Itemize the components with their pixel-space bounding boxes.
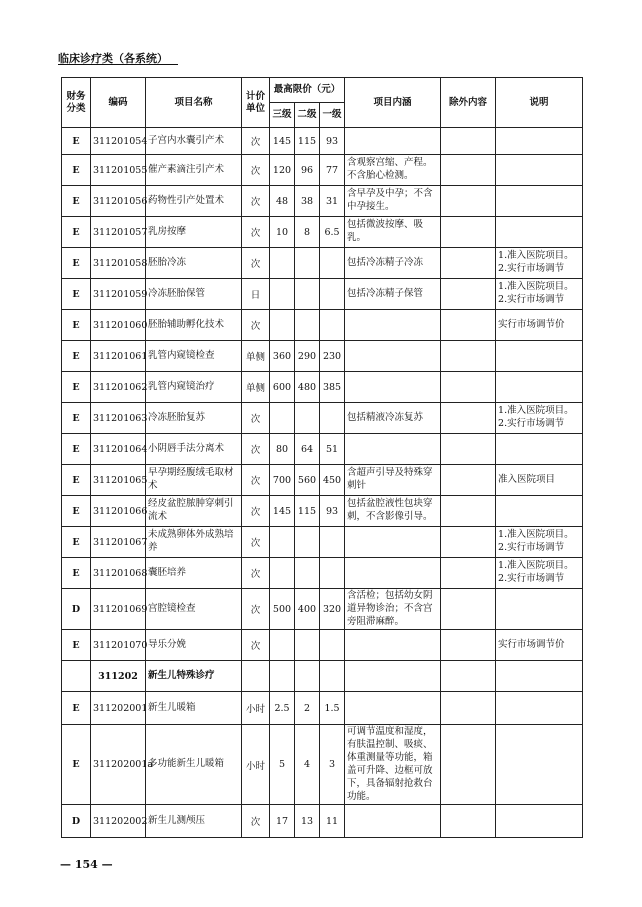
- cell-category: E: [62, 465, 91, 496]
- cell-price-level3: [270, 279, 295, 310]
- cell-p1: [320, 661, 345, 692]
- table-row: [62, 341, 583, 372]
- cell-exclusions: [441, 692, 496, 725]
- cell-price-level3: [270, 630, 295, 661]
- cell-price-level3: 80: [270, 434, 295, 465]
- cell-price-level3: 145: [270, 128, 295, 155]
- col-header-level3: 三级: [270, 103, 295, 128]
- cell-notes: [496, 692, 583, 725]
- cell-notes: [496, 155, 583, 186]
- col-header-unit: 计价单位: [242, 78, 270, 128]
- cell-price-level2: 96: [295, 155, 320, 186]
- table-row: [62, 527, 583, 558]
- cell-content: [345, 372, 441, 403]
- cell-price-level1: 385: [320, 372, 345, 403]
- cell-unit: 次: [242, 527, 270, 558]
- cell-exclusions: [441, 465, 496, 496]
- cell-notes: [496, 805, 583, 838]
- cell-exclusions: [441, 403, 496, 434]
- cell-price-level1: 230: [320, 341, 345, 372]
- cell-name: 乳管内窥镜检查: [146, 341, 242, 372]
- cell-category: E: [62, 403, 91, 434]
- cell-content: [345, 310, 441, 341]
- col-header-content: 项目内涵: [345, 78, 441, 128]
- cell-unit: 次: [242, 465, 270, 496]
- cell-content: [345, 805, 441, 838]
- cell-category: E: [62, 496, 91, 527]
- cell-price-level1: 3: [320, 725, 345, 805]
- cell-name: 未成熟卵体外成熟培养: [146, 527, 242, 558]
- cell-unit: 日: [242, 279, 270, 310]
- cell-price-level1: 320: [320, 589, 345, 630]
- cell-content: [345, 630, 441, 661]
- cell-code: 311201068: [91, 558, 146, 589]
- cell-price-level2: 480: [295, 372, 320, 403]
- cell-exclusions: [441, 527, 496, 558]
- cell-unit: 次: [242, 589, 270, 630]
- cell-content: 包括盆腔液性包块穿刺，不含影像引导。: [345, 496, 441, 527]
- cell-price-level3: 360: [270, 341, 295, 372]
- cell-price-level2: 2: [295, 692, 320, 725]
- cell-name: 冷冻胚胎复苏: [146, 403, 242, 434]
- cell-notes: 1.准入医院项目。 2.实行市场调节: [496, 527, 583, 558]
- cell-exclusions: [441, 310, 496, 341]
- table-row: [62, 248, 583, 279]
- cell-name: 乳管内窥镜治疗: [146, 372, 242, 403]
- cell-price-level2: 13: [295, 805, 320, 838]
- table-row: [62, 589, 583, 630]
- cell-unit: 小时: [242, 725, 270, 805]
- cell-category: E: [62, 725, 91, 805]
- cell-price-level3: [270, 403, 295, 434]
- cell-price-level2: [295, 403, 320, 434]
- cell-price-level1: 1.5: [320, 692, 345, 725]
- cell-price-level2: [295, 279, 320, 310]
- cell-category: D: [62, 589, 91, 630]
- cell-code: 311201070: [91, 630, 146, 661]
- cell-name: 催产素滴注引产术: [146, 155, 242, 186]
- col-header-name: 项目名称: [146, 78, 242, 128]
- cell-name: 子宫内水囊引产术: [146, 128, 242, 155]
- cell-category: E: [62, 248, 91, 279]
- cell-content: [345, 434, 441, 465]
- cell-code: 311201058: [91, 248, 146, 279]
- cell-content: 含超声引导及特殊穿刺针: [345, 465, 441, 496]
- header-underline: [58, 64, 178, 65]
- cell-code: 311202: [91, 661, 146, 692]
- cell-notes: [496, 341, 583, 372]
- price-table: [61, 77, 583, 838]
- cell-price-level2: 4: [295, 725, 320, 805]
- cell-exclusions: [441, 372, 496, 403]
- cell-price-level1: [320, 630, 345, 661]
- cell-price-level3: 10: [270, 217, 295, 248]
- cell-category: E: [62, 372, 91, 403]
- cell-category: E: [62, 692, 91, 725]
- cell-unit: 次: [242, 248, 270, 279]
- cell-category: E: [62, 310, 91, 341]
- cell-unit: 单侧: [242, 341, 270, 372]
- cell-category: E: [62, 558, 91, 589]
- cell-content: 包括冷冻精子冷冻: [345, 248, 441, 279]
- cell-category: D: [62, 805, 91, 838]
- cell-name: 新生儿特殊诊疗: [146, 661, 242, 692]
- col-header-level1: 一级: [320, 103, 345, 128]
- table-row: [62, 465, 583, 496]
- col-header-code: 编码: [91, 78, 146, 128]
- cell-price-level1: 11: [320, 805, 345, 838]
- page-header: 临床诊疗类（各系统）: [58, 52, 168, 65]
- cell-unit: 次: [242, 434, 270, 465]
- cell-price-level3: 120: [270, 155, 295, 186]
- cell-price-level1: [320, 403, 345, 434]
- cell-name: 药物性引产处置术: [146, 186, 242, 217]
- cell-code: 311201057: [91, 217, 146, 248]
- table-row: [62, 372, 583, 403]
- cell-price-level3: 5: [270, 725, 295, 805]
- cell-price-level1: [320, 310, 345, 341]
- cell-price-level2: [295, 248, 320, 279]
- cell-category: E: [62, 279, 91, 310]
- col-header-max-price: 最高限价（元）: [270, 78, 345, 103]
- cell-code: 311201069: [91, 589, 146, 630]
- cell-content: 含早孕及中孕；不含中孕接生。: [345, 186, 441, 217]
- cell-category: E: [62, 434, 91, 465]
- cell-code: 311201059: [91, 279, 146, 310]
- cell-unit: 次: [242, 403, 270, 434]
- cell-notes: 准入医院项目: [496, 465, 583, 496]
- cell-price-level2: 400: [295, 589, 320, 630]
- table-row: [62, 155, 583, 186]
- cell-p2: [295, 661, 320, 692]
- cell-price-level1: [320, 279, 345, 310]
- cell-notes: [496, 186, 583, 217]
- cell-unit: 次: [242, 310, 270, 341]
- cell-name: 胚胎冷冻: [146, 248, 242, 279]
- cell-exclusions: [441, 725, 496, 805]
- cell-exclusions: [441, 496, 496, 527]
- cell-price-level3: 48: [270, 186, 295, 217]
- table-row: [62, 558, 583, 589]
- cell-notes: [496, 128, 583, 155]
- cell-code: 311201065: [91, 465, 146, 496]
- cell-category: [62, 661, 91, 692]
- cell-exclusions: [441, 217, 496, 248]
- cell-price-level2: [295, 630, 320, 661]
- cell-notes: 1.准入医院项目。 2.实行市场调节: [496, 403, 583, 434]
- cell-category: E: [62, 527, 91, 558]
- cell-exclusions: [441, 186, 496, 217]
- cell-code: 311202001a: [91, 725, 146, 805]
- cell-notes: 1.准入医院项目。 2.实行市场调节: [496, 558, 583, 589]
- cell-price-level3: [270, 310, 295, 341]
- table-row: [62, 692, 583, 725]
- cell-price-level1: 51: [320, 434, 345, 465]
- cell-code: 311201054: [91, 128, 146, 155]
- cell-exclusions: [441, 279, 496, 310]
- cell-price-level1: 450: [320, 465, 345, 496]
- cell-content: 含活检；包括幼女阴道异物诊治；不含宫旁阻滞麻醉。: [345, 589, 441, 630]
- cell-content: 含观察宫缩、产程。不含胎心检测。: [345, 155, 441, 186]
- cell-content: [345, 661, 441, 692]
- cell-category: E: [62, 186, 91, 217]
- cell-code: 311201061: [91, 341, 146, 372]
- cell-content: 可调节温度和湿度，有肤温控制、吸痰、体重测量等功能，箱盖可升降、边框可放下，具备辐射抢救台功能。: [345, 725, 441, 805]
- cell-content: 包括微波按摩、吸乳。: [345, 217, 441, 248]
- cell-price-level2: [295, 558, 320, 589]
- table-row: [62, 128, 583, 155]
- cell-exclusions: [441, 434, 496, 465]
- cell-unit: 次: [242, 128, 270, 155]
- table-row: [62, 496, 583, 527]
- cell-name: 小阴唇手法分离术: [146, 434, 242, 465]
- cell-notes: [496, 725, 583, 805]
- cell-price-level1: 31: [320, 186, 345, 217]
- cell-price-level3: 600: [270, 372, 295, 403]
- cell-category: E: [62, 341, 91, 372]
- cell-price-level1: 93: [320, 496, 345, 527]
- cell-category: E: [62, 630, 91, 661]
- cell-name: 宫腔镜检查: [146, 589, 242, 630]
- cell-exclusions: [441, 248, 496, 279]
- cell-code: 311201060: [91, 310, 146, 341]
- table-row: [62, 279, 583, 310]
- cell-code: 311201063: [91, 403, 146, 434]
- cell-price-level2: 38: [295, 186, 320, 217]
- cell-price-level1: 93: [320, 128, 345, 155]
- cell-name: 冷冻胚胎保管: [146, 279, 242, 310]
- cell-unit: 次: [242, 496, 270, 527]
- col-header-level2: 二级: [295, 103, 320, 128]
- section-row: [62, 661, 583, 692]
- cell-notes: [496, 589, 583, 630]
- cell-price-level2: 64: [295, 434, 320, 465]
- cell-excl: [441, 661, 496, 692]
- cell-p3: [270, 661, 295, 692]
- cell-name: 导乐分娩: [146, 630, 242, 661]
- cell-notes: 实行市场调节价: [496, 630, 583, 661]
- cell-price-level1: 6.5: [320, 217, 345, 248]
- cell-exclusions: [441, 558, 496, 589]
- cell-exclusions: [441, 630, 496, 661]
- cell-price-level2: 290: [295, 341, 320, 372]
- cell-price-level3: [270, 558, 295, 589]
- cell-notes: 1.准入医院项目。 2.实行市场调节: [496, 279, 583, 310]
- cell-code: 311202001: [91, 692, 146, 725]
- cell-price-level3: 17: [270, 805, 295, 838]
- table-row: [62, 310, 583, 341]
- cell-code: 311202002: [91, 805, 146, 838]
- cell-unit: 次: [242, 217, 270, 248]
- cell-content: [345, 128, 441, 155]
- cell-name: 新生儿测颅压: [146, 805, 242, 838]
- cell-price-level2: 115: [295, 128, 320, 155]
- cell-exclusions: [441, 341, 496, 372]
- cell-price-level3: 2.5: [270, 692, 295, 725]
- cell-notes: 实行市场调节价: [496, 310, 583, 341]
- cell-code: 311201056: [91, 186, 146, 217]
- cell-name: 囊胚培养: [146, 558, 242, 589]
- cell-content: [345, 341, 441, 372]
- cell-price-level1: [320, 248, 345, 279]
- cell-name: 多功能新生儿暖箱: [146, 725, 242, 805]
- cell-price-level2: 560: [295, 465, 320, 496]
- page-number: — 154 —: [60, 858, 113, 871]
- table-row: [62, 630, 583, 661]
- cell-content: [345, 527, 441, 558]
- cell-price-level1: [320, 558, 345, 589]
- col-header-notes: 说明: [496, 78, 583, 128]
- cell-name: 早孕期经腹绒毛取材术: [146, 465, 242, 496]
- table-row: [62, 805, 583, 838]
- cell-unit: 次: [242, 558, 270, 589]
- cell-price-level2: 8: [295, 217, 320, 248]
- cell-exclusions: [441, 805, 496, 838]
- cell-notes: [496, 434, 583, 465]
- cell-code: 311201064: [91, 434, 146, 465]
- cell-price-level3: 500: [270, 589, 295, 630]
- cell-unit: [242, 661, 270, 692]
- cell-price-level2: 115: [295, 496, 320, 527]
- table-row: [62, 403, 583, 434]
- cell-content: [345, 558, 441, 589]
- cell-code: 311201066: [91, 496, 146, 527]
- table-row: [62, 434, 583, 465]
- cell-content: 包括精液冷冻复苏: [345, 403, 441, 434]
- cell-note: [496, 661, 583, 692]
- table-row: [62, 217, 583, 248]
- cell-notes: [496, 217, 583, 248]
- cell-name: 胚胎辅助孵化技术: [146, 310, 242, 341]
- cell-category: E: [62, 155, 91, 186]
- col-header-exclusions: 除外内容: [441, 78, 496, 128]
- cell-unit: 次: [242, 630, 270, 661]
- cell-price-level2: [295, 310, 320, 341]
- cell-price-level3: [270, 527, 295, 558]
- table-row: [62, 186, 583, 217]
- cell-price-level2: [295, 527, 320, 558]
- cell-notes: 1.准入医院项目。 2.实行市场调节: [496, 248, 583, 279]
- cell-category: E: [62, 217, 91, 248]
- cell-exclusions: [441, 128, 496, 155]
- cell-price-level3: [270, 248, 295, 279]
- cell-unit: 次: [242, 186, 270, 217]
- cell-notes: [496, 372, 583, 403]
- cell-notes: [496, 496, 583, 527]
- cell-name: 经皮盆腔脓肿穿刺引流术: [146, 496, 242, 527]
- cell-exclusions: [441, 155, 496, 186]
- cell-code: 311201062: [91, 372, 146, 403]
- col-header-category: 财务分类: [62, 78, 91, 128]
- cell-content: [345, 692, 441, 725]
- cell-price-level1: [320, 527, 345, 558]
- cell-price-level3: 700: [270, 465, 295, 496]
- cell-unit: 次: [242, 805, 270, 838]
- cell-unit: 小时: [242, 692, 270, 725]
- cell-name: 新生儿暖箱: [146, 692, 242, 725]
- cell-category: E: [62, 128, 91, 155]
- cell-price-level3: 145: [270, 496, 295, 527]
- cell-price-level1: 77: [320, 155, 345, 186]
- cell-unit: 单侧: [242, 372, 270, 403]
- cell-exclusions: [441, 589, 496, 630]
- cell-name: 乳房按摩: [146, 217, 242, 248]
- cell-code: 311201067: [91, 527, 146, 558]
- cell-content: 包括冷冻精子保管: [345, 279, 441, 310]
- cell-code: 311201055: [91, 155, 146, 186]
- cell-unit: 次: [242, 155, 270, 186]
- table-body: [62, 128, 583, 838]
- table-row: [62, 725, 583, 805]
